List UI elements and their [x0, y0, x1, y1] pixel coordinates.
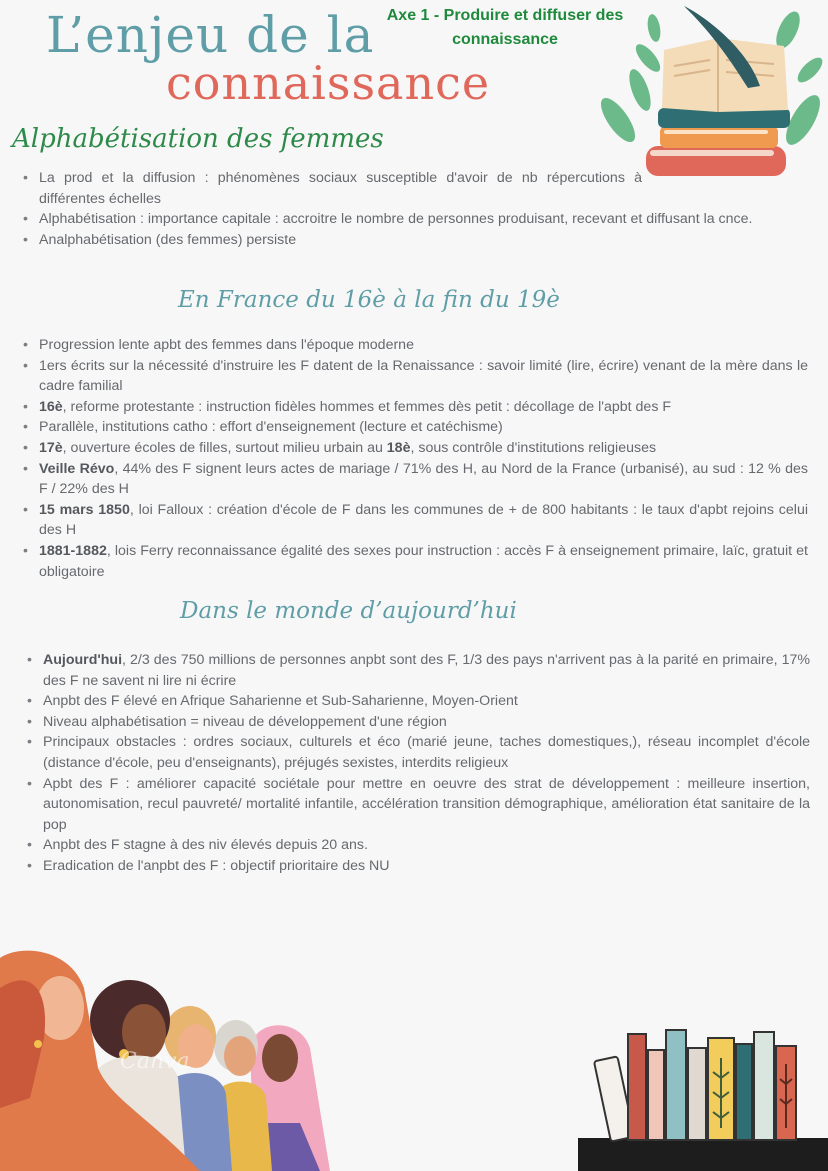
list-item: • Principaux obstacles : ordres sociaux, culturels et éco (marié jeune, taches domestiques,), réseau incomplet d'école (distance d'école, peu d'enseignants), préjugés sexistes, interdits religieux — [26, 732, 810, 773]
list-item: • Veille Révo, 44% des F signent leurs actes de mariage / 71% des H, au Nord de la France (urbanisé), au sud : 12 % des F / 22% des H — [22, 459, 808, 500]
section3-heading: Dans le monde d’aujourd’hui — [180, 598, 517, 624]
women-illustration — [0, 948, 340, 1171]
leaves-left — [598, 13, 664, 147]
list-item: • Niveau alphabétisation = niveau de développement d'une région — [26, 712, 810, 733]
list-item: • Aujourd'hui, 2/3 des 750 millions de personnes anpbt sont des F, 1/3 des pays n'arrivent pas à la parité en primaire, 17% des F ne savent ni lire ni écrire — [26, 650, 810, 691]
list-item: • Eradication de l'anpbt des F : objectif prioritaire des NU — [26, 856, 810, 877]
list-item: • Progression lente apbt des femmes dans l'époque moderne — [22, 335, 808, 356]
title-line-1: L’enjeu de la — [46, 6, 375, 64]
section1-list — [22, 168, 642, 209]
list-item: • 16è, reforme protestante : instruction fidèles hommes et femmes dès petit : décollage de l'apbt des F — [22, 397, 808, 418]
list-item: • Alphabétisation : importance capitale : accroitre le nombre de personnes produisant, recevant et diffusant la cnce. — [22, 209, 806, 230]
books-quill-illustration — [598, 0, 828, 190]
list-item: • 1ers écrits sur la nécessité d'instruire les F datent de la Renaissance : savoir limité (lire, écrire) venant de la mère dans le cadre familial — [22, 356, 808, 397]
list-item: • 1881-1882, lois Ferry reconnaissance égalité des sexes pour instruction : accès F à enseignement primaire, laïc, gratuit et obligatoire — [22, 541, 808, 582]
list-item: • Analphabétisation (des femmes) persiste — [22, 230, 806, 251]
axe-line-1: Axe 1 - Produire et diffuser des — [386, 7, 624, 24]
section1-list-continued — [22, 209, 806, 250]
list-item: • Anpbt des F élevé en Afrique Saharienne et Sub-Saharienne, Moyen-Orient — [26, 691, 810, 712]
title-line-2: connaissance — [166, 56, 491, 110]
book-orange — [660, 126, 778, 148]
list-item: • Apbt des F : améliorer capacité sociétale pour mettre en oeuvre des strat de développement : meilleure insertion, autonomisation, recul pauvreté/ mortalité infantile, accélération transition démographique, amélioration état sanitaire de la pop — [26, 774, 810, 836]
section2-heading: En France du 16è à la fin du 19è — [178, 287, 560, 313]
list-item: • 17è, ouverture écoles de filles, surtout milieu urbain au 18è, sous contrôle d'institutions religieuses — [22, 438, 808, 459]
section3-list — [26, 650, 810, 877]
bookshelf-illustration — [574, 1028, 828, 1171]
list-item: • Parallèle, institutions catho : effort d'enseignement (lecture et catéchisme) — [22, 417, 808, 438]
shelf — [578, 1138, 828, 1171]
list-item: • 15 mars 1850, loi Falloux : création d'école de F dans les communes de + de 800 habitants : le taux d'apbt rejoins celui des H — [22, 500, 808, 541]
list-item: • La prod et la diffusion : phénomènes sociaux susceptible d'avoir de nb répercutions à différentes échelles — [22, 168, 642, 209]
section1-heading: Alphabétisation des femmes — [12, 124, 384, 154]
watermark: Canva — [120, 1049, 190, 1074]
axe-line-2: connaissance — [452, 31, 558, 48]
section2-list — [22, 335, 808, 582]
list-item: • Anpbt des F stagne à des niv élevés depuis 20 ans. — [26, 835, 810, 856]
